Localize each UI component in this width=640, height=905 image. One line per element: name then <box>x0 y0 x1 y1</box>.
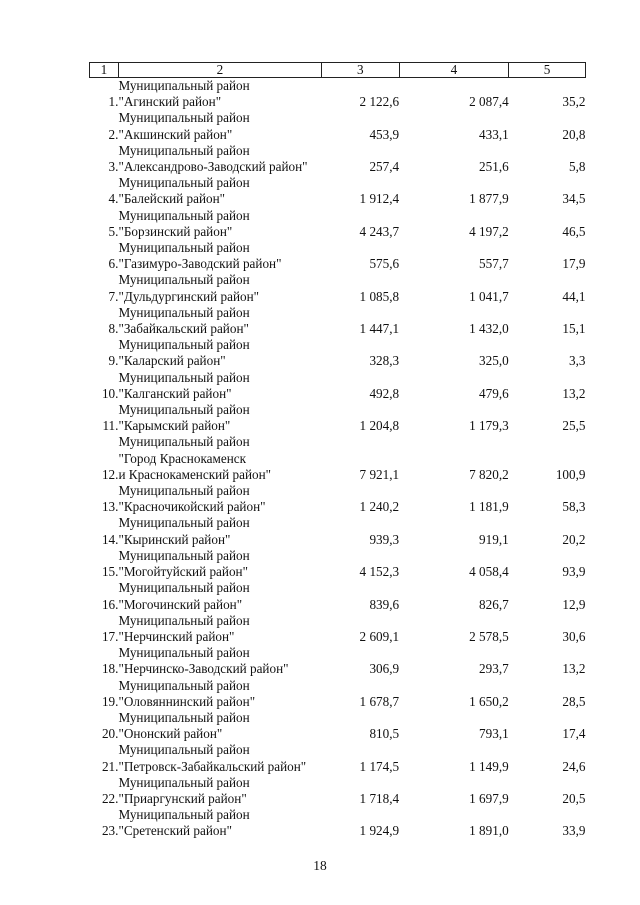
value-col-3: 2 609,1 <box>359 628 400 644</box>
name-line: "Каларский район" <box>118 353 226 369</box>
row-number: 23. <box>101 823 119 839</box>
municipality-name <box>118 645 321 677</box>
name-line: Муниципальный район <box>118 709 250 725</box>
row-number: 11. <box>102 418 119 434</box>
value-col-5: 12,9 <box>562 596 586 612</box>
value-col-4: 4 197,2 <box>469 223 509 239</box>
data-table <box>89 62 586 840</box>
municipality-name <box>118 742 321 774</box>
value-col-4: 7 820,2 <box>469 466 509 482</box>
value-col-3: 492,8 <box>369 385 400 401</box>
value-col-5: 13,2 <box>562 661 586 677</box>
value-col-5: 5,8 <box>569 159 586 175</box>
row-number: 5. <box>108 223 119 239</box>
value-col-5: 35,2 <box>562 94 586 110</box>
row-number: 16. <box>101 596 119 612</box>
value-col-4: 1 041,7 <box>469 288 509 304</box>
table-row <box>90 548 586 580</box>
name-line: Муниципальный район <box>118 142 250 158</box>
row-number: 9. <box>108 353 119 369</box>
value-col-3: 306,9 <box>369 661 400 677</box>
row-number: 19. <box>101 693 119 709</box>
row-number: 6. <box>108 256 119 272</box>
name-line: "Дульдургинский район" <box>118 288 260 304</box>
name-line: "Калганский район" <box>118 385 232 401</box>
value-col-4: 557,7 <box>479 256 509 272</box>
municipality-name <box>118 272 321 304</box>
value-col-5: 24,6 <box>562 758 586 774</box>
value-col-3: 2 122,6 <box>359 94 400 110</box>
row-number: 21. <box>101 758 119 774</box>
table-row <box>90 580 586 612</box>
row-number: 14. <box>101 531 119 547</box>
value-col-4: 826,7 <box>479 596 509 612</box>
value-col-4: 1 181,9 <box>469 499 509 515</box>
value-col-5: 20,8 <box>562 126 586 142</box>
value-col-4: 1 432,0 <box>469 321 509 337</box>
row-number: 7. <box>108 288 119 304</box>
table-row <box>90 775 586 807</box>
municipality-name <box>118 402 321 434</box>
row-number: 17. <box>101 628 119 644</box>
name-line: Муниципальный район <box>118 240 250 256</box>
value-col-5: 3,3 <box>569 353 586 369</box>
value-col-5: 46,5 <box>562 223 586 239</box>
value-col-5: 33,9 <box>562 823 586 839</box>
row-number: 8. <box>108 321 119 337</box>
row-number: 22. <box>101 790 119 806</box>
table-header-row <box>90 63 586 78</box>
name-line: "Карымский район" <box>118 418 231 434</box>
name-line: Муниципальный район <box>118 337 250 353</box>
value-col-3: 839,6 <box>369 596 400 612</box>
name-line: Муниципальный район <box>118 434 250 450</box>
municipality-name <box>118 807 321 839</box>
value-col-4: 919,1 <box>479 531 509 547</box>
value-col-5: 100,9 <box>555 466 586 482</box>
name-line: Муниципальный район <box>118 645 250 661</box>
value-col-4: 325,0 <box>479 353 509 369</box>
value-col-4: 251,6 <box>479 159 509 175</box>
name-line: Муниципальный район <box>118 207 250 223</box>
value-col-5: 58,3 <box>562 499 586 515</box>
value-col-3: 1 447,1 <box>359 321 400 337</box>
name-line: Муниципальный район <box>118 78 250 93</box>
value-col-4: 793,1 <box>479 726 509 742</box>
table-row <box>90 78 586 111</box>
value-col-3: 1 240,2 <box>359 499 400 515</box>
name-line: "Кыринский район" <box>118 531 231 547</box>
table-row <box>90 742 586 774</box>
name-line: Муниципальный район <box>118 774 250 790</box>
name-line: Муниципальный район <box>118 483 250 499</box>
name-line: "Балейский район" <box>118 191 226 207</box>
table-row <box>90 240 586 272</box>
municipality-name <box>118 613 321 645</box>
value-col-5: 44,1 <box>562 288 586 304</box>
value-col-5: 20,2 <box>562 531 586 547</box>
name-line: "Газимуро-Заводский район" <box>118 256 282 272</box>
name-line: Муниципальный район <box>118 272 250 288</box>
table-row <box>90 483 586 515</box>
name-line: Муниципальный район <box>118 677 250 693</box>
value-col-3: 257,4 <box>369 159 400 175</box>
municipality-name <box>118 370 321 402</box>
table-row <box>90 143 586 175</box>
name-line: Муниципальный район <box>118 110 250 126</box>
row-number: 10. <box>101 385 119 401</box>
name-line: Муниципальный район <box>118 742 250 758</box>
name-line: Муниципальный район <box>118 547 250 563</box>
value-col-5: 30,6 <box>562 628 586 644</box>
value-col-4: 4 058,4 <box>469 564 509 580</box>
page-number: 18 <box>313 858 327 873</box>
value-col-3: 1 174,5 <box>359 758 400 774</box>
municipality-name <box>118 515 321 547</box>
table-row <box>90 208 586 240</box>
name-line: "Сретенский район" <box>118 823 232 839</box>
header-cell-1: 1 <box>90 63 119 78</box>
row-number: 18. <box>101 661 119 677</box>
header-cell-5: 5 <box>509 63 586 78</box>
value-col-5: 17,9 <box>562 256 586 272</box>
value-col-4: 433,1 <box>479 126 509 142</box>
municipality-name <box>118 208 321 240</box>
municipality-name <box>118 710 321 742</box>
value-col-3: 1 204,8 <box>359 418 400 434</box>
name-line: "Нерчинский район" <box>118 628 235 644</box>
value-col-4: 1 877,9 <box>469 191 509 207</box>
name-line: "Могойтуйский район" <box>118 564 248 580</box>
municipality-name <box>118 580 321 612</box>
value-col-4: 293,7 <box>479 661 509 677</box>
municipality-name <box>118 175 321 207</box>
value-col-4: 2 087,4 <box>469 94 509 110</box>
name-line: Муниципальный район <box>118 580 250 596</box>
table-row <box>90 175 586 207</box>
row-number: 12. <box>101 466 119 482</box>
table-row <box>90 337 586 369</box>
table-row <box>90 434 586 483</box>
value-col-5: 17,4 <box>562 726 586 742</box>
value-col-3: 575,6 <box>369 256 400 272</box>
value-col-4: 479,6 <box>479 385 509 401</box>
municipality-name <box>118 337 321 369</box>
value-col-3: 4 152,3 <box>359 564 400 580</box>
table-row <box>90 370 586 402</box>
municipality-name <box>118 483 321 515</box>
value-col-3: 7 921,1 <box>359 466 400 482</box>
municipality-name <box>118 305 321 337</box>
name-line: "Оловяннинский район" <box>118 693 256 709</box>
name-line: "Приаргунский район" <box>118 790 247 806</box>
name-line: и Краснокаменский район" <box>118 466 272 482</box>
municipality-name <box>118 78 321 111</box>
table-row <box>90 515 586 547</box>
row-number: 1. <box>108 94 119 110</box>
municipality-name <box>118 434 321 483</box>
value-col-4: 1 891,0 <box>469 823 509 839</box>
value-col-3: 453,9 <box>369 126 400 142</box>
municipality-name <box>118 240 321 272</box>
value-col-5: 13,2 <box>562 385 586 401</box>
name-line: "Александрово-Заводский район" <box>118 159 308 175</box>
header-cell-3: 3 <box>321 63 399 78</box>
value-col-3: 1 085,8 <box>359 288 400 304</box>
header-cell-2: 2 <box>118 63 321 78</box>
name-line: "Агинский район" <box>118 94 222 110</box>
value-col-5: 25,5 <box>562 418 586 434</box>
value-col-5: 20,5 <box>562 790 586 806</box>
name-line: Муниципальный район <box>118 369 250 385</box>
table-row <box>90 272 586 304</box>
value-col-3: 328,3 <box>369 353 400 369</box>
value-col-4: 1 697,9 <box>469 790 509 806</box>
name-line: Муниципальный район <box>118 612 250 628</box>
name-line: "Борзинский район" <box>118 223 233 239</box>
value-col-5: 34,5 <box>562 191 586 207</box>
name-line: Муниципальный район <box>118 807 250 823</box>
value-col-5: 15,1 <box>562 321 586 337</box>
table-row <box>90 110 586 142</box>
name-line: Муниципальный район <box>118 304 250 320</box>
row-number: 4. <box>108 191 119 207</box>
table-row <box>90 613 586 645</box>
value-col-3: 1 924,9 <box>359 823 400 839</box>
name-line: "Акшинский район" <box>118 126 233 142</box>
municipality-name <box>118 678 321 710</box>
row-number: 3. <box>108 159 119 175</box>
table-row <box>90 645 586 677</box>
municipality-name <box>118 775 321 807</box>
value-col-5: 93,9 <box>562 564 586 580</box>
name-line: "Город Краснокаменск <box>118 450 247 466</box>
value-col-3: 1 718,4 <box>359 790 400 806</box>
name-line: Муниципальный район <box>118 515 250 531</box>
row-number: 20. <box>101 726 119 742</box>
value-col-5: 28,5 <box>562 693 586 709</box>
table-body <box>90 78 586 840</box>
value-col-3: 1 678,7 <box>359 693 400 709</box>
municipality-name <box>118 143 321 175</box>
name-line: Муниципальный район <box>118 402 250 418</box>
value-col-4: 2 578,5 <box>469 628 509 644</box>
header-cell-4: 4 <box>399 63 509 78</box>
name-line: Муниципальный район <box>118 175 250 191</box>
table-row <box>90 807 586 839</box>
value-col-3: 1 912,4 <box>359 191 400 207</box>
municipality-name <box>118 548 321 580</box>
table-row <box>90 305 586 337</box>
table-row <box>90 710 586 742</box>
row-number: 15. <box>101 564 119 580</box>
name-line: "Ононский район" <box>118 726 223 742</box>
table-row <box>90 678 586 710</box>
row-number: 13. <box>101 499 119 515</box>
municipality-name <box>118 110 321 142</box>
row-number: 2. <box>108 126 119 142</box>
value-col-4: 1 149,9 <box>469 758 509 774</box>
value-col-3: 939,3 <box>369 531 400 547</box>
name-line: "Забайкальский район" <box>118 321 249 337</box>
value-col-3: 4 243,7 <box>359 223 400 239</box>
name-line: "Красночикойский район" <box>118 499 266 515</box>
value-col-4: 1 650,2 <box>469 693 509 709</box>
value-col-4: 1 179,3 <box>469 418 509 434</box>
name-line: "Петровск-Забайкальский район" <box>118 758 307 774</box>
table-row <box>90 402 586 434</box>
name-line: "Могочинский район" <box>118 596 243 612</box>
name-line: "Нерчинско-Заводский район" <box>118 661 289 677</box>
value-col-3: 810,5 <box>369 726 400 742</box>
